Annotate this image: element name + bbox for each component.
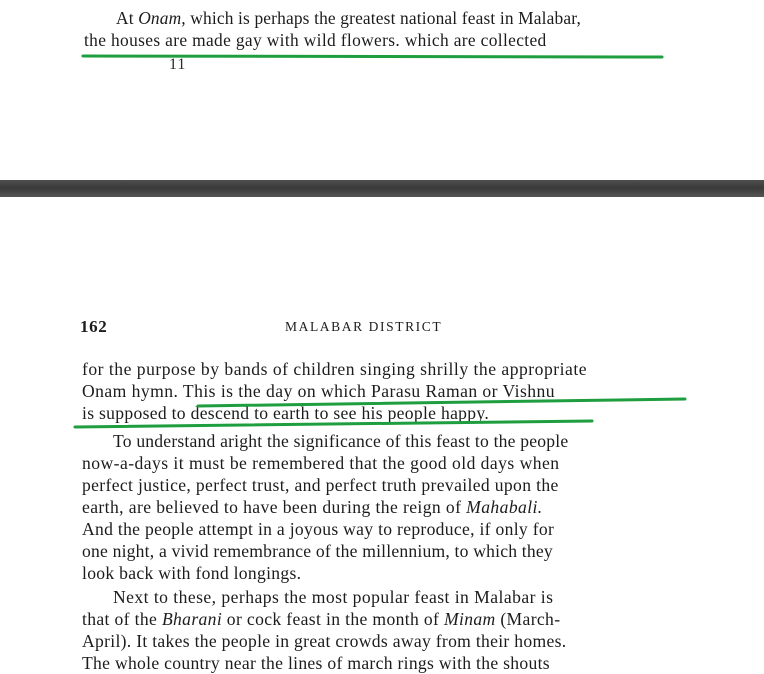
text-line: for the purpose by bands of children singing shrilly the appropriate [82, 359, 588, 379]
text-line: look back with fond longings. [82, 563, 302, 583]
page-number: 162 [80, 317, 108, 336]
text-line: the houses are made gay with wild flowers. which are collected [84, 30, 547, 50]
text-line: The whole country near the lines of march rings with the shouts [82, 653, 550, 673]
running-head: MALABAR DISTRICT [285, 319, 443, 334]
text-line: now-a-days it must be remembered that the good old days when [82, 453, 560, 473]
text-line: perfect justice, perfect trust, and perfect truth prevailed upon the [82, 475, 559, 495]
text-line: one night, a vivid remembrance of the millennium, to which they [82, 541, 553, 561]
text-line: To understand aright the significance of this feast to the people [113, 431, 569, 451]
page-separator [0, 180, 764, 197]
text-line: that of the Bharani or cock feast in the month of Minam (March- [82, 609, 561, 629]
italic-term: Mahabali. [466, 497, 543, 517]
italic-term: Bharani [161, 609, 223, 629]
text-line: Onam hymn. This is the day on which Parasu Raman or Vishnu [82, 381, 555, 401]
previous-page-fragment [0, 0, 764, 180]
text-line: April). It takes the people in great crowds away from their homes. [82, 631, 567, 651]
text-line: Next to these, perhaps the most popular feast in Malabar is [113, 587, 554, 607]
text-line: is supposed to descend to earth to see his people happy. [82, 403, 490, 423]
italic-term: Onam, [138, 8, 186, 28]
italic-term: Minam [443, 609, 496, 629]
text-line: earth, are believed to have been during the reign of Mahabali. [82, 497, 543, 517]
text-line: And the people attempt in a joyous way to reproduce, if only for [82, 519, 555, 539]
text-line: At Onam, which is perhaps the greatest national feast in Malabar, [116, 8, 581, 28]
signature-mark: 11 [169, 56, 187, 73]
